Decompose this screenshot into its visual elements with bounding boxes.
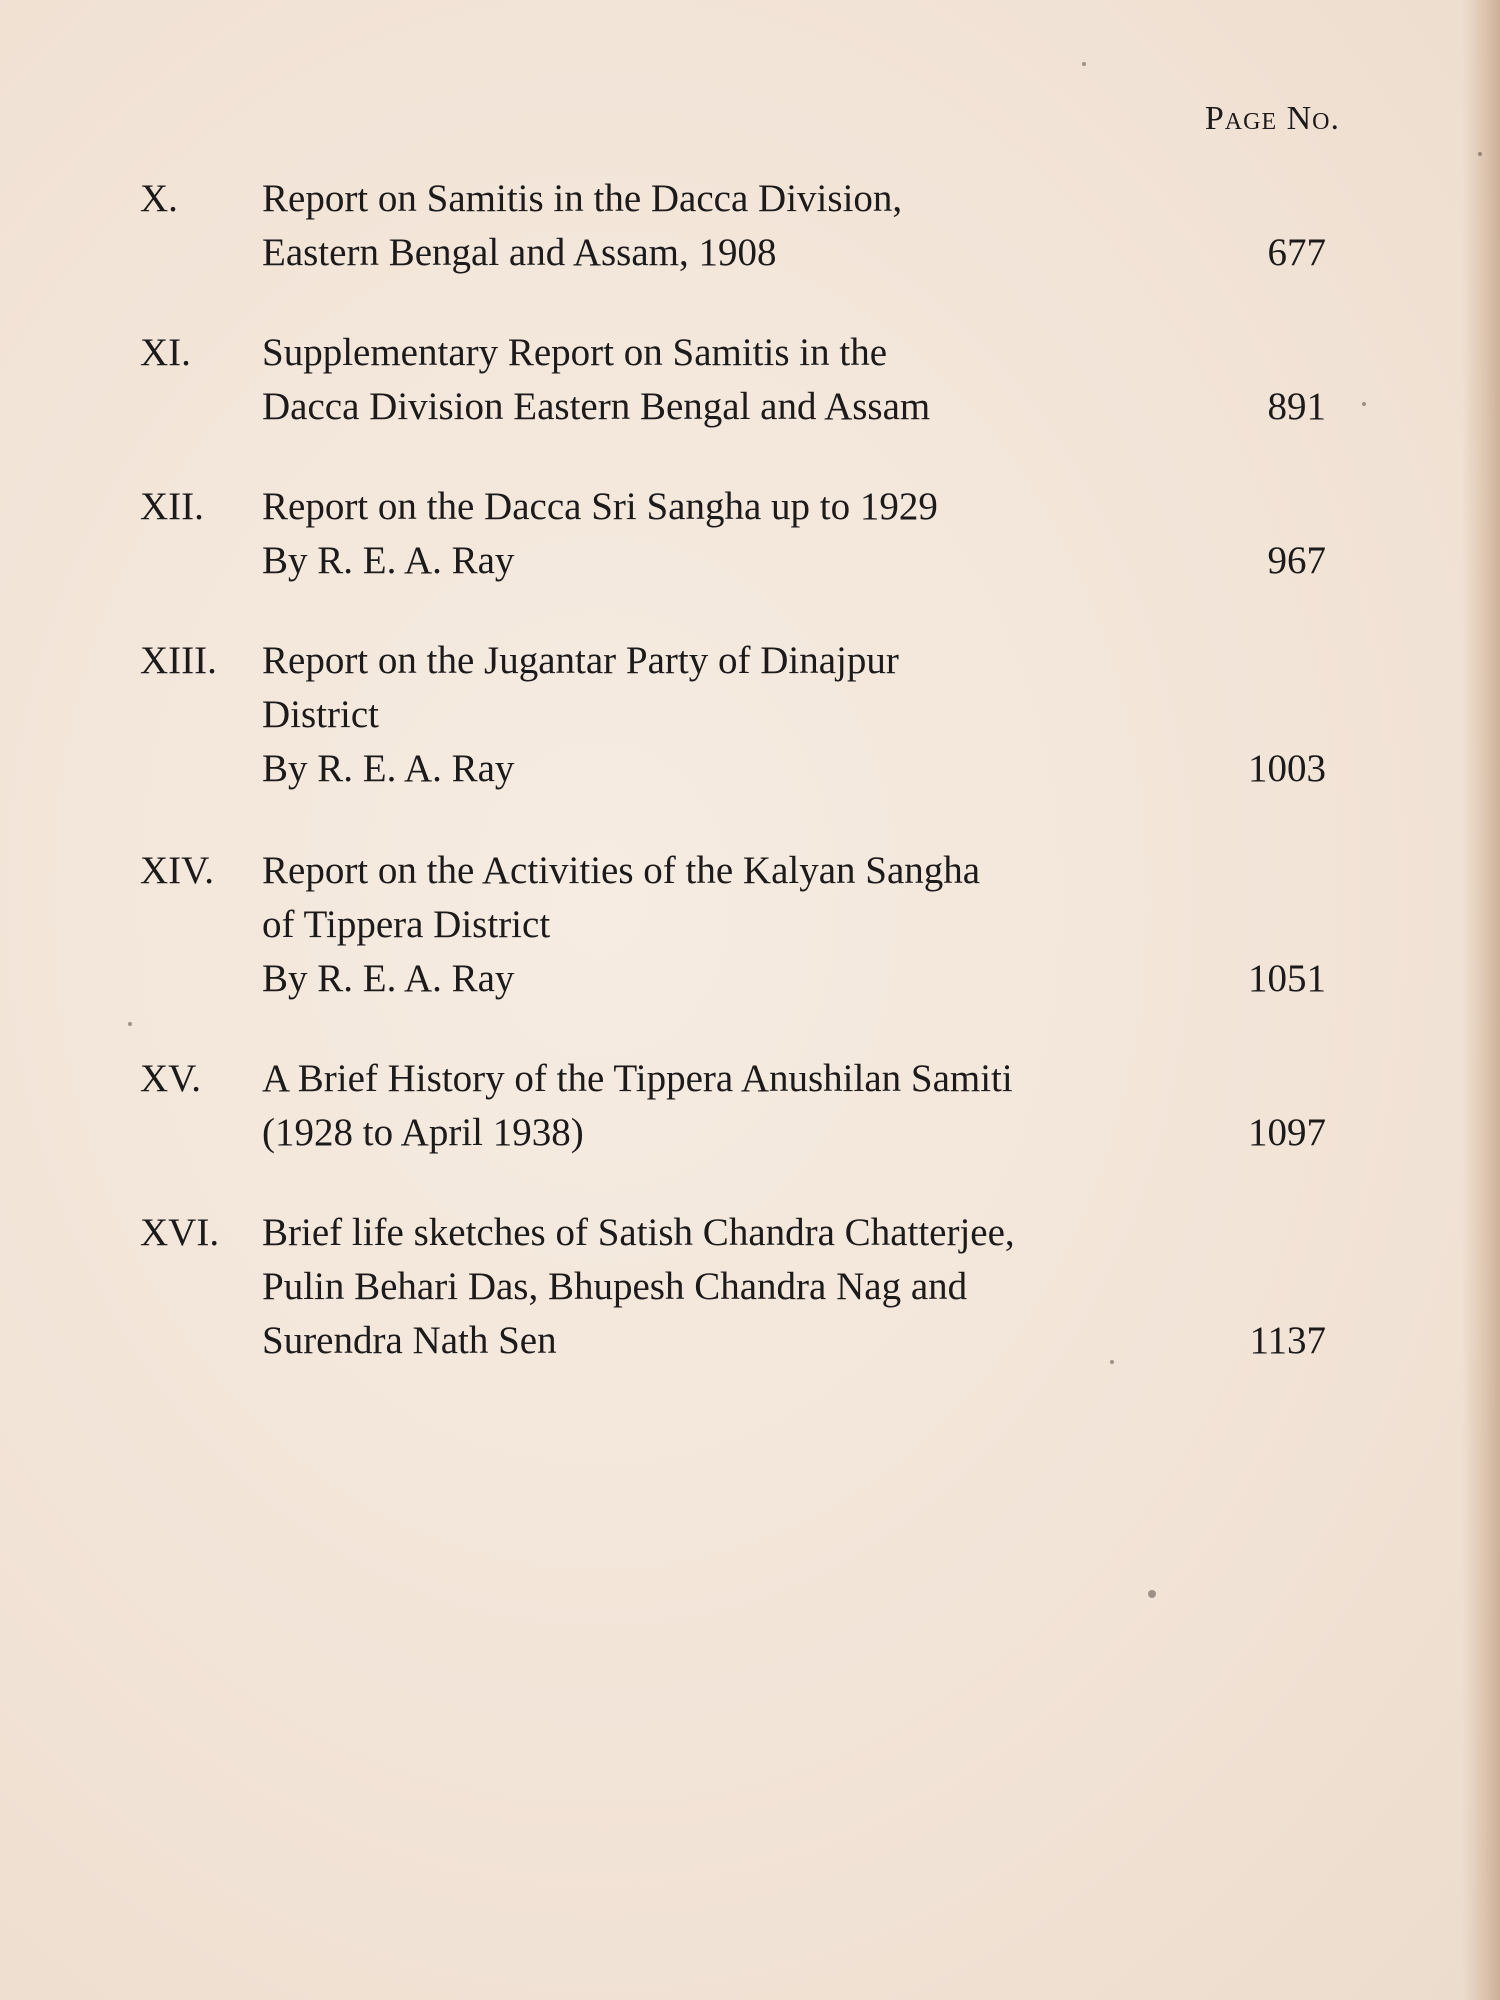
entry-number: XV.	[140, 1057, 202, 1100]
entry-number: XII.	[140, 485, 204, 528]
entry-title-line: Report on the Dacca Sri Sangha up to 1929	[262, 485, 938, 528]
entry-title-line: Supplementary Report on Samitis in the	[262, 331, 888, 374]
paper-speck	[1148, 1590, 1156, 1598]
entry-title-line: of Tippera District	[262, 903, 551, 946]
entry-title-line: Brief life sketches of Satish Chandra Chatterjee,	[262, 1211, 1015, 1254]
entry-page-number: 1051	[1248, 957, 1326, 1000]
entry-title	[262, 844, 1222, 1006]
paper-speck	[1110, 1360, 1114, 1364]
entry-title-line: Eastern Bengal and Assam, 1908	[262, 231, 777, 274]
entry-title	[262, 1206, 1222, 1368]
entry-title-line: Report on the Activities of the Kalyan Sangha	[262, 849, 981, 892]
page-edge-shadow	[1462, 0, 1500, 2000]
entry-title-line: A Brief History of the Tippera Anushilan Samiti	[262, 1057, 1013, 1100]
entry-page-number: 1137	[1249, 1319, 1326, 1362]
entry-title-line: Surendra Nath Sen	[262, 1319, 557, 1362]
entry-title	[262, 634, 1222, 796]
entry-title	[262, 480, 1222, 588]
page-number-column-header: Page No.	[1204, 100, 1340, 137]
entry-page-number: 891	[1267, 385, 1326, 428]
entry-title-line: By R. E. A. Ray	[262, 539, 515, 582]
entry-number: XIII.	[140, 639, 217, 682]
entry-number: X.	[140, 177, 178, 220]
entry-title-line: Report on Samitis in the Dacca Division,	[262, 177, 903, 220]
entry-number: XI.	[140, 331, 191, 374]
entry-title-line: Report on the Jugantar Party of Dinajpur	[262, 639, 899, 682]
entry-title-line: By R. E. A. Ray	[262, 957, 515, 1000]
entry-page-number: 1097	[1248, 1111, 1326, 1154]
entry-title-line: Pulin Behari Das, Bhupesh Chandra Nag and	[262, 1265, 968, 1308]
paper-speck	[1478, 152, 1482, 156]
entry-title-line: By R. E. A. Ray	[262, 747, 515, 790]
entry-title-line: Dacca Division Eastern Bengal and Assam	[262, 385, 931, 428]
entry-page-number: 967	[1267, 539, 1326, 582]
entry-title-line: District	[262, 693, 379, 736]
entry-title	[262, 172, 1222, 280]
entry-number: XVI.	[140, 1211, 220, 1254]
paper-speck	[1082, 62, 1086, 66]
entry-title-line: (1928 to April 1938)	[262, 1111, 584, 1154]
paper-speck	[128, 1022, 132, 1026]
entry-title	[262, 326, 1222, 434]
entry-title	[262, 1052, 1222, 1160]
entry-page-number: 677	[1267, 231, 1326, 274]
paper-speck	[1362, 402, 1366, 406]
entry-page-number: 1003	[1248, 747, 1326, 790]
entry-number: XIV.	[140, 849, 215, 892]
